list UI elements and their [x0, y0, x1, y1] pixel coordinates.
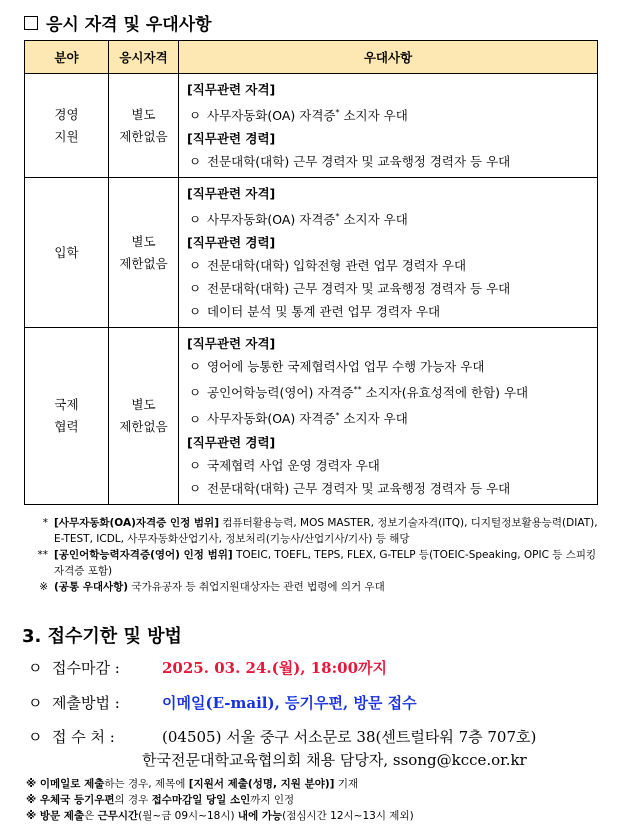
- footnote-part: 기재: [334, 778, 359, 790]
- footnote-part: 까지 인정: [250, 794, 295, 806]
- preference-heading: [직무관련 자격]: [187, 82, 276, 97]
- preference-heading: [직무관련 자격]: [187, 336, 276, 352]
- note-body: [54, 579, 385, 595]
- preference-item: [187, 150, 591, 173]
- footnote-part: 근무시간: [97, 810, 139, 822]
- deadline-line: [28, 657, 387, 678]
- qualification-text: 제한없음: [119, 128, 168, 144]
- preference-text-rest: 소지자 우대: [339, 411, 408, 427]
- qualification-text: 별도: [131, 106, 156, 122]
- field-text: 경영: [54, 106, 79, 122]
- place-contact-line: [142, 749, 527, 770]
- footnote-part: (월~금 09시~18시): [138, 810, 238, 822]
- footnote-part: ※ 우체국 등기우편: [26, 794, 115, 806]
- table-row: [25, 178, 598, 328]
- header-preference: 우대사항: [179, 41, 598, 74]
- footnote-line: [26, 792, 414, 808]
- bullet: ㅇ: [189, 480, 202, 496]
- footnote-part: 접수마감일 당일 소인: [151, 794, 251, 806]
- method-line: [28, 692, 417, 713]
- preference-item: [187, 101, 591, 127]
- note-text: 컴퓨터활용능력, MOS MASTER, 정보기술자격(ITQ), 디지털정보활용능력(DIAT), E-TEST, ICDL, 사무자동화산업기사, 정보처리(기능사/산업기사/기사) 등 해당: [54, 517, 598, 545]
- preference-heading: [직무관련 자격]: [187, 186, 276, 202]
- footnote-part: 은: [84, 810, 98, 822]
- footnote-mark: *: [335, 212, 340, 222]
- bullet: ㅇ: [189, 258, 202, 274]
- qualification-text: 별도: [131, 396, 156, 412]
- note-item: [26, 579, 606, 595]
- deadline-value: 2025. 03. 24.(월), 18:00까지: [162, 659, 388, 677]
- preference-item: [187, 300, 591, 323]
- field-text: 협력: [54, 418, 79, 434]
- checkbox-square-icon: [24, 16, 38, 30]
- footnote-mark: *: [335, 411, 340, 421]
- qualification-text: 별도: [131, 233, 156, 249]
- preference-item: [187, 378, 591, 404]
- note-mark: *: [42, 517, 48, 529]
- preference-text: 사무자동화(OA) 자격증: [207, 411, 336, 427]
- preference-heading: [직무관련 경력]: [187, 434, 276, 450]
- bullet: ㅇ: [28, 694, 43, 712]
- bullet: ㅇ: [189, 385, 202, 401]
- note-mark: **: [37, 549, 48, 561]
- note-text: TOEIC, TOEFL, TEPS, FLEX, G-TELP 등(TOEIC-Speaking, OPIC 등 스피킹 자격증 포함): [54, 549, 597, 577]
- bullet: ㅇ: [189, 457, 202, 473]
- qualification-cell: [109, 328, 179, 504]
- bullet: ㅇ: [189, 212, 202, 228]
- bullet: ㅇ: [189, 281, 202, 297]
- preference-text: 국제협력 사업 운영 경력자 우대: [207, 457, 380, 473]
- header-qualification: 응시자격: [109, 41, 179, 74]
- bullet: ㅇ: [189, 359, 202, 375]
- table-header-row: [25, 41, 598, 74]
- preference-text: 사무자동화(OA) 자격증: [207, 212, 336, 228]
- field-text: 국제: [54, 396, 79, 412]
- qualification-text: 제한없음: [119, 255, 168, 271]
- qualification-text: 제한없음: [119, 418, 168, 434]
- preference-item: [187, 254, 591, 277]
- note-item: [26, 547, 606, 579]
- footnote-mark: **: [353, 385, 362, 395]
- note-text: 국가유공자 등 취업지원대상자는 관련 법령에 의거 우대: [128, 581, 385, 593]
- place-address: (04505) 서울 중구 서소문로 38(센트럴타워 7층 707호): [162, 728, 537, 746]
- field-text: 입학: [54, 244, 79, 260]
- preference-text: 데이터 분석 및 통계 관련 업무 경력자 우대: [207, 304, 441, 320]
- footnote-part: [지원서 제출(성명, 지원 분야)]: [188, 778, 335, 790]
- note-body: [54, 515, 606, 547]
- footnote-mark: *: [335, 108, 340, 117]
- note-body: [54, 547, 606, 579]
- footnote-line: [26, 808, 414, 824]
- table-row: [25, 74, 598, 178]
- preference-cell: [179, 328, 598, 504]
- note-bold: [사무자동화(OA)자격증 인정 범위]: [54, 517, 219, 529]
- footnote-part: 내에 가능: [237, 810, 283, 822]
- bullet: ㅇ: [189, 154, 202, 170]
- qualification-cell: [109, 74, 179, 178]
- preference-cell: [179, 74, 598, 178]
- bullet: ㅇ: [189, 108, 202, 124]
- note-bold: (공통 우대사항): [54, 581, 129, 593]
- table-row: [25, 328, 598, 504]
- bullet: ㅇ: [189, 304, 202, 320]
- qualification-cell: [109, 178, 179, 328]
- qualification-table: [24, 40, 598, 505]
- section-1-title: [24, 10, 212, 35]
- preference-text: 전문대학(대학) 근무 경력자 및 교육행정 경력자 등 우대: [207, 480, 511, 496]
- preference-text-rest: 소지자 우대: [339, 212, 408, 228]
- field-cell: [25, 328, 109, 504]
- table-notes: [26, 515, 606, 595]
- preference-text: 공인어학능력(영어) 자격증: [207, 385, 354, 401]
- preference-text-rest: 소지자(유효성적에 한함) 우대: [361, 385, 529, 401]
- footnote-part: 하는 경우, 제목에: [104, 778, 189, 790]
- method-label: 제출방법 :: [52, 694, 120, 712]
- field-text: 지원: [54, 128, 79, 144]
- bullet: ㅇ: [189, 411, 202, 427]
- preference-heading: [직무관련 경력]: [187, 235, 276, 251]
- preference-item: [187, 205, 591, 231]
- note-item: [26, 515, 606, 547]
- preference-item: [187, 277, 591, 300]
- section-1-title-text: 응시 자격 및 우대사항: [46, 15, 212, 35]
- preference-text: 전문대학(대학) 입학전형 관련 업무 경력자 우대: [207, 258, 467, 274]
- bullet: ㅇ: [28, 728, 43, 746]
- footnotes: [26, 776, 414, 824]
- field-cell: [25, 74, 109, 178]
- place-label: 접 수 처 :: [52, 728, 115, 746]
- footnote-part: 의 경우: [114, 794, 152, 806]
- place-contact: 한국전문대학교육협의회 채용 담당자, ssong@kcce.or.kr: [142, 751, 527, 769]
- bullet: ㅇ: [28, 659, 43, 677]
- note-mark: ※: [39, 581, 48, 593]
- preference-text: 전문대학(대학) 근무 경력자 및 교육행정 경력자 등 우대: [207, 154, 511, 170]
- footnote-line: [26, 776, 414, 792]
- preference-cell: [179, 178, 598, 328]
- field-cell: [25, 178, 109, 328]
- preference-text: 사무자동화(OA) 자격증: [207, 108, 336, 124]
- header-field: 분야: [25, 41, 109, 74]
- footnote-part: ※ 이메일로 제출: [26, 778, 105, 790]
- preference-item: [187, 355, 591, 378]
- footnote-part: (점심시간 12시~13시 제외): [282, 810, 414, 822]
- preference-item: [187, 454, 591, 477]
- deadline-label: 접수마감 :: [52, 659, 120, 677]
- method-value: 이메일(E-mail), 등기우편, 방문 접수: [162, 694, 417, 712]
- preference-text: 전문대학(대학) 근무 경력자 및 교육행정 경력자 등 우대: [207, 281, 511, 297]
- preference-text-rest: 소지자 우대: [339, 108, 408, 124]
- preference-item: [187, 404, 591, 430]
- section-3-title: 3. 접수기한 및 방법: [22, 626, 182, 647]
- preference-item: [187, 477, 591, 500]
- place-line: [28, 726, 536, 747]
- preference-heading: [직무관련 경력]: [187, 131, 276, 147]
- preference-text: 영어에 능통한 국제협력사업 업무 수행 가능자 우대: [207, 359, 485, 375]
- footnote-part: ※ 방문 제출: [26, 810, 85, 822]
- note-bold: [공인어학능력자격증(영어) 인정 범위]: [54, 549, 233, 561]
